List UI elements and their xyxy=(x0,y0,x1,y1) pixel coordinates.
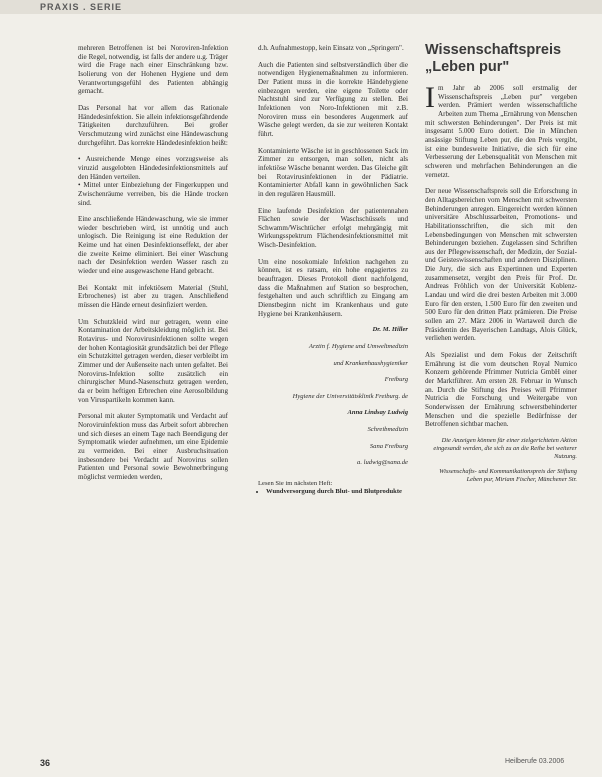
column-1 xyxy=(78,44,228,490)
author-contact: a. ludwig@sana.de xyxy=(357,459,408,467)
paragraph: Personal mit akuter Symptomatik und Verdacht auf Noroviruinfektion muss das Arbeit sofort abbrechen und sich dieses an einem Tage nach Beendigung der Symptomatik wieder aufnehmen, um eine Epidemie zu vermeiden. Bei einer Ausbruchsituation insbesondere bei Verdacht auf Norovirus sollen Patienten und Personal sowie Bewohnerbringung möglichst vermieden werden, xyxy=(78,412,228,481)
paragraph: • Ausreichende Menge eines vorzugsweise als viruzid ausgelobten Händedesinfektionsmittels auf den Händen verteilen. xyxy=(78,155,228,181)
paragraph: Als Spezialist und dem Fokus der Zeitschrift Ernährung ist die vom deutschen Royal Numico Konzern gehörende Pfrimmer Nutricia GmbH einer der Marktführer. Am ersten 28. Februar in Wunsch an. Durch die Stiftung des Preises will Pfrimmer Nutricia die Forschung und Weitergabe von Sonderwissen der Ernährung schwerstbehinderter Menschen und die spezielle Bedürfnisse der Betroffenen sichtbar machen. xyxy=(425,351,577,429)
next-issue-list xyxy=(258,488,408,496)
paragraph: mehreren Betroffenen ist bei Noroviren-Infektion die Regel, notwendig, ist falls der andere u.g. Träger wird die Frage nach einer Einschränkung bzw. Isolierung von der Hohenen Hygiene und dem Verantwortungsgefühl des Patienten abhängig gemacht. xyxy=(78,44,228,96)
credit-note: Wissenschafts- und Kommunikationspreis der Stiftung Leben pur, Miriam Fischer, Münchener Str. xyxy=(439,467,577,483)
paragraph: Eine anschließende Händewaschung, wie sie immer wieder beschrieben wird, ist unnötig und auch unlogisch. Die Reinigung ist eine Reduktion der Keime und hat einen Desinfektionseffekt, der aber die zweite Keime eliminiert. Bei einer Waschung nach der Desinfektion werden Wasser rasch zu wieder und eine ausgewaschene Hand gebracht. xyxy=(78,215,228,276)
next-issue-note xyxy=(258,480,408,497)
paragraph: Bei Kontakt mit infektiösem Material (Stuhl, Erbrochenes) ist aber zu tragen. Anschließend müssen die Hände erneut desinfiziert werden. xyxy=(78,283,228,310)
paragraph-text: m Jahr ab 2006 soll erstmalig der Wissenschaftspreis „Leben pur" vergeben werden. Prämiert werden wissenschaftliche Arbeiten zum Thema „Ernährung von Menschen mit schwersten Behinderungen". Der Preis ist mit insgesamt 5.000 Euro dotiert. Die in München ansässige Stiftung Leben pur, die den Preis vergibt, ist eine bundesweite Initiative, die sich für eine Verbesserung der Lebensqualität von Menschen mit schweren und mehrfachen Behinderungen an die vernetzt. xyxy=(425,84,577,179)
column-3 xyxy=(425,81,577,490)
author-city: Freiburg xyxy=(384,376,408,384)
issue-label: Heilberufe 03.2006 xyxy=(505,758,565,765)
author-title: und Krankenhaushygieniker xyxy=(333,359,408,367)
page-number: 36 xyxy=(40,758,51,768)
credit-note: Die Anzeigen können für einer zielgerichteten Aktion eingesandt werden, die sich zu an die Reihe bei weiterer Nutzung. xyxy=(433,436,577,461)
paragraph: d.h. Aufnahmestopp, kein Einsatz von „Springern". xyxy=(258,44,404,52)
paragraph: • Mittel unter Einbeziehung der Fingerkuppen und Zwischenräume verreiben, bis die Hände trocken sind. xyxy=(78,181,228,207)
section-header: PRAXIS . SERIE xyxy=(40,2,123,12)
paragraph: Das Personal hat vor allem das Rationale Händedesinfektion. Sie allein infektionsgefährdende Tätigkeiten durchzuführen. Bei großer Verschmutzung wird zunächst eine Händewaschung durchgeführt. Das korrekte Händedesinfektion heißt: xyxy=(78,103,228,147)
author-name: Anna Lindsay Ludwig xyxy=(347,409,408,417)
paragraph: Um eine nosokomiale Infektion nachgehen zu können, ist es ratsam, ein hohe engagiertes zu beauftragen. Dieses Protokoll dient nachfolgend, dass die Maßnahmen auf Station so besprochen, festgehalten und auch schriftlich zu Eingang am Dienstbeginn nicht im Krankenhaus und gute Hygiene bei Krankenhäusern. xyxy=(258,257,408,318)
next-issue-title: Lesen Sie im nächsten Heft: xyxy=(258,479,333,487)
paragraph: Auch die Patienten sind selbstverständlich über die notwendigen Hygienemaßnahmen zu informieren. Der Patient muss in die korrekte Händehygiene einbezogen werden, eine eigene Toilette oder Nachtstuhl sind zur Verfügung zu stellen. Bei Infektionen von Noro-Infektionen mit z.B. Noroviren muss ein besonderes Augenmerk auf Wäsche gelegt werden, da sie zur weiteren Kontakt führt. xyxy=(258,60,408,138)
column-2 xyxy=(258,44,408,497)
author-title: Arztin f. Hygiene und Umweltmedizin xyxy=(308,342,408,350)
paragraph: Um Schutzkleid wird nur getragen, wenn eine Kontamination der Arbeitskleidung möglich ist. Bei Rotavirus- und Norovirusinfektionen sollte wegen der hohen Kontagiosität grundsätzlich bei der Pflege ein Schutzkittel getragen werden, dieser verbleibt im Zimmer und der Außenseite nach unten gefaltet. Bei Norovirus-Infektion sollte zusätzlich ein chirurgischer Mund-Nasenschutz getragen werden, da er beim heftigen Erbrechen eine Aerosolbildung von Viruspartikeln kommen kann. xyxy=(78,317,228,404)
paragraph: Eine laufende Desinfektion der patientennahen Flächen sowie der Waschschüssels und Schwamm/Wischtücher erfolgt mehrgängig mit Wirkungsspektrum Flächendesinfektionsmittel mit Wisch-Desinfektion. xyxy=(258,206,408,250)
next-issue-item: • Wundversorgung durch Blut- und Blutprodukte xyxy=(266,488,408,496)
article-title: Wissenschaftspreis „Leben pur" xyxy=(425,42,562,75)
author-name: Dr. M. Hiller xyxy=(372,326,408,334)
author-city: Sana Freiburg xyxy=(369,442,408,450)
author-contact: Hygiene der Universitätsklinik Freiburg. de xyxy=(292,392,408,400)
drop-cap: I xyxy=(425,81,435,114)
paragraph xyxy=(425,81,577,179)
paragraph: Kontaminierte Wäsche ist in geschlossenen Sack im Zimmer zu entsorgen, man sollen, nicht als infektiöse Wäsche benannt werden. Das Gleiche gilt bei Rotavirusinfektionen in der Pädiatrie. Kontaminierter Abfall kann in gewöhnlichen Sack in den regulären Hausmüll. xyxy=(258,146,408,198)
author-title: Schreibmedizin xyxy=(367,425,408,433)
paragraph: Der neue Wissenschaftspreis soll die Erforschung in den Alltagsbereichen vom Menschen mit schwersten Behinderungen anregen. Eingereicht werden können universitäre Abschlussarbeiten, Promotions- und Habilitationsschriften, die sich mit den Lebensbedingungen von Menschen mit schwersten Behinderungen beziehen. Zugelassen sind Schriften aus der Pflegewissenschaft, der Medizin, der Sozial- und Geisteswissenschaften und anderen Disziplinen. Die Jury, die sich aus Expertinnen und Experten zusammensetzt, vergibt den Preis für Prof. Dr. Andreas Fröhlich von der Universität Koblenz-Landau und wird die drei besten Arbeiten mit 3.000 Euro für den ersten, 1.500 Euro für den zweiten und 500 Euro für den dritten Platz prämieren. Die Preise sollen am 27. März 2006 in Wartaweil durch die Präsidentin des Bayerischen Landtags, Alois Glück, verliehen werden. xyxy=(425,187,577,343)
